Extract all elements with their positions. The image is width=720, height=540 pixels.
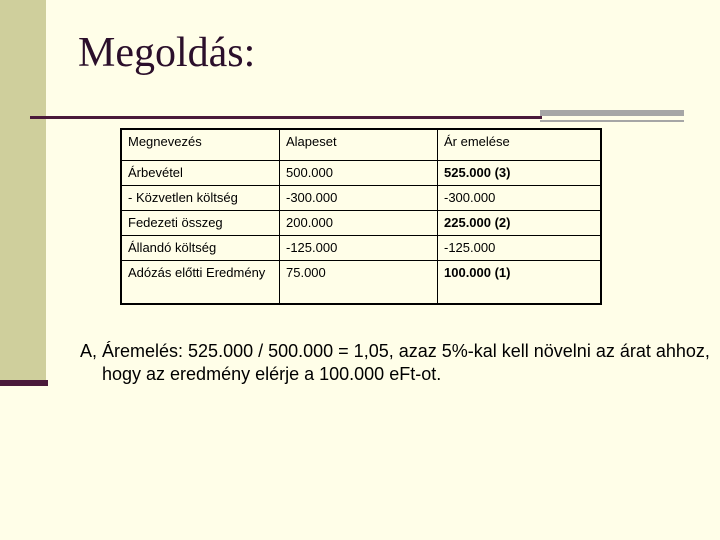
table-cell: 225.000 (2) <box>438 211 602 236</box>
table-cell: 75.000 <box>280 261 438 305</box>
table-row <box>121 211 601 236</box>
table-row <box>121 186 601 211</box>
table-cell: -300.000 <box>280 186 438 211</box>
table-cell: Adózás előtti Eredmény <box>121 261 280 305</box>
table-cell: - Közvetlen költség <box>121 186 280 211</box>
table-cell: 525.000 (3) <box>438 161 602 186</box>
header-cell: Megnevezés <box>121 129 280 161</box>
title-divider <box>30 116 542 119</box>
slide-title: Megoldás: <box>78 30 256 76</box>
table-cell: 200.000 <box>280 211 438 236</box>
result-table <box>120 128 602 305</box>
table-cell: -300.000 <box>438 186 602 211</box>
header-cell: Alapeset <box>280 129 438 161</box>
header-cell: Ár emelése <box>438 129 602 161</box>
sidebar-bar <box>0 0 46 384</box>
table-row <box>121 261 601 305</box>
title-divider-accent-thin <box>540 120 684 122</box>
table-cell: Fedezeti összeg <box>121 211 280 236</box>
table-cell: -125.000 <box>438 236 602 261</box>
table-row <box>121 236 601 261</box>
table-cell: 500.000 <box>280 161 438 186</box>
table-cell: Árbevétel <box>121 161 280 186</box>
explanation-paragraph: A, Áremelés: 525.000 / 500.000 = 1,05, azaz 5%-kal kell növelni az árat ahhoz, hogy az eredmény elérje a 100.000 eFt-ot. <box>80 341 710 384</box>
table-cell: 100.000 (1) <box>438 261 602 305</box>
table-cell: Állandó költség <box>121 236 280 261</box>
title-divider-accent <box>540 110 684 116</box>
table-cell: -125.000 <box>280 236 438 261</box>
sidebar-foot-line <box>0 380 48 386</box>
table-row <box>121 161 601 186</box>
table-header-row <box>121 129 601 161</box>
